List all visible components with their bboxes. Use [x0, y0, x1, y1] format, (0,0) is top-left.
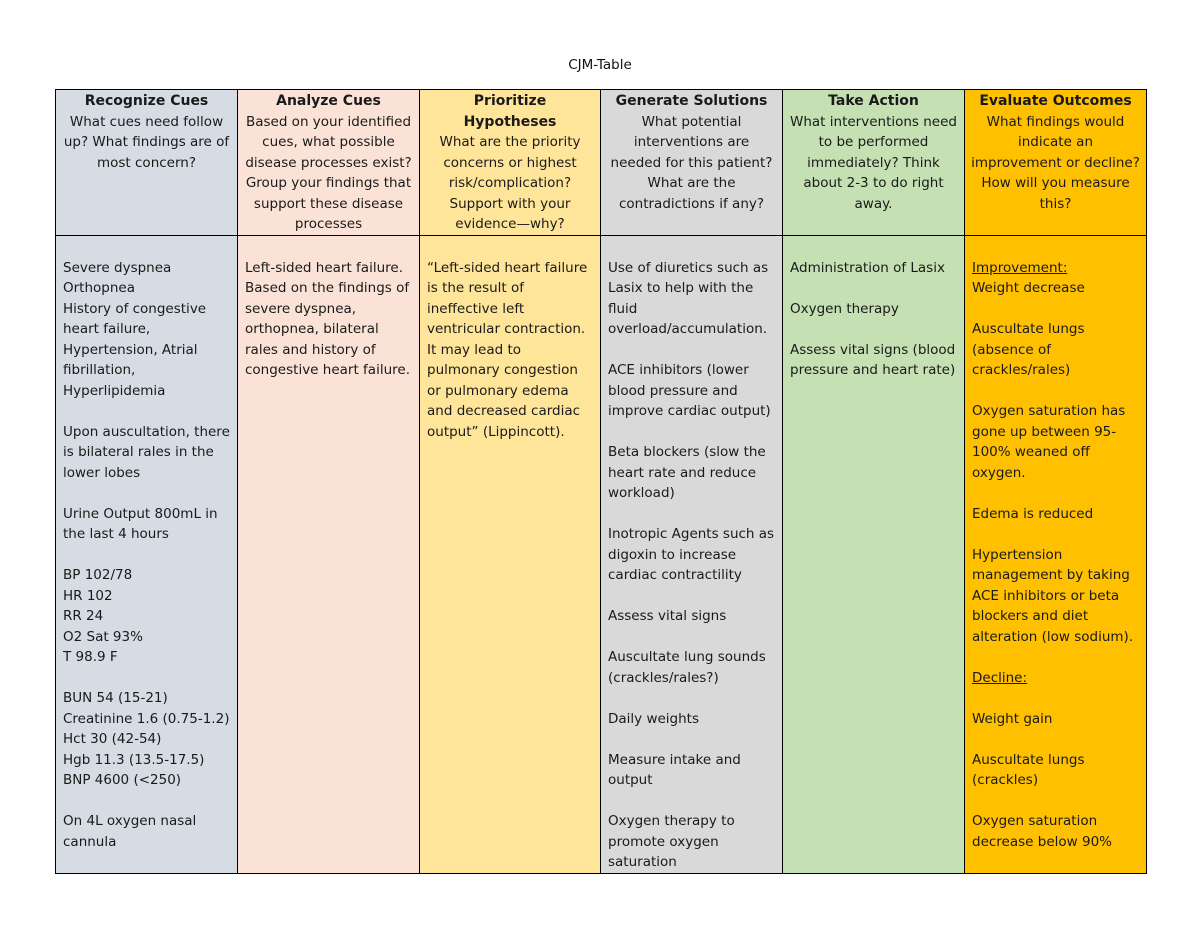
- text-line: Severe dyspnea: [63, 259, 172, 276]
- text-line: Use of diuretics such as Lasix to help with the fluid overload/accumulation.: [608, 259, 769, 337]
- text-block: [63, 811, 230, 852]
- text-block: [972, 278, 1139, 299]
- decline-label: Decline:: [972, 669, 1028, 686]
- header-analyze-cues: [238, 90, 420, 236]
- column-title: Recognize Cues: [84, 93, 209, 109]
- text-line: Assess vital signs (blood pressure and heart rate): [790, 341, 956, 378]
- column-title: Generate Solutions: [615, 93, 768, 109]
- text-line: Upon auscultation, there is bilateral rales in the lower lobes: [63, 423, 230, 481]
- text-block: [608, 606, 775, 627]
- column-question: What interventions need to be performed immediately? Think about 2-3 to do right away.: [790, 113, 957, 212]
- text-line: Hgb 11.3 (13.5-17.5): [63, 751, 205, 768]
- cell-body: [245, 236, 412, 381]
- text-line: Oxygen saturation has gone up between 95-100% weaned off oxygen.: [972, 403, 1126, 481]
- text-line: Measure intake and output: [608, 751, 741, 788]
- text-block: [63, 565, 230, 668]
- text-block: [608, 709, 775, 730]
- column-question: What cues need follow up? What findings are of most concern?: [63, 113, 230, 171]
- text-line: Hypertension management by taking ACE inhibitors or beta blockers and diet alteration (low sodium).: [972, 546, 1134, 645]
- text-line: Oxygen therapy: [790, 300, 899, 317]
- decline-list: [972, 709, 1139, 853]
- cell-body: [972, 236, 1139, 853]
- text-line: Auscultate lung sounds (crackles/rales?): [608, 649, 766, 686]
- text-block: [427, 258, 593, 443]
- text-block: [972, 709, 1139, 730]
- text-line: Auscultate lungs (crackles): [972, 751, 1085, 788]
- document-title: CJM-Table: [568, 57, 632, 73]
- cell-body: [427, 236, 593, 443]
- text-block: [608, 524, 775, 586]
- text-line: Beta blockers (slow the heart rate and reduce workload): [608, 444, 766, 501]
- cell-body: [790, 236, 957, 381]
- header-evaluate-outcomes: [965, 90, 1147, 236]
- text-line: Weight decrease: [972, 280, 1085, 296]
- text-line: HR 102: [63, 587, 113, 604]
- text-line: Administration of Lasix: [790, 259, 945, 276]
- header-row: [56, 90, 1147, 236]
- text-block: [790, 340, 957, 381]
- text-line: Orthopnea: [63, 280, 135, 296]
- text-line: BNP 4600 (<250): [63, 772, 182, 788]
- text-line: RR 24: [63, 608, 104, 624]
- text-block: [972, 319, 1139, 381]
- text-line: Oxygen saturation decrease below 90%: [972, 813, 1112, 850]
- cell-take-action: [783, 235, 965, 873]
- text-block: [972, 811, 1139, 852]
- text-block: [608, 750, 775, 791]
- column-question: What findings would indicate an improvement or decline? How will you measure this?: [971, 113, 1140, 212]
- text-line: “Left-sided heart failure is the result of ineffective left ventricular contraction. It may lead to pulmonary congestion or pulmonary edema and decreased cardiac output” (Lippincott).: [427, 259, 588, 440]
- header-prioritize-hypotheses: [420, 90, 601, 236]
- text-line: Auscultate lungs (absence of crackles/rales): [972, 321, 1085, 378]
- text-line: O2 Sat 93%: [63, 628, 143, 645]
- text-line: Left-sided heart failure. Based on the findings of severe dyspnea, orthopnea, bilateral rales and history of congestive heart failure.: [245, 259, 410, 378]
- column-title: Evaluate Outcomes: [979, 93, 1132, 109]
- text-line: Hct 30 (42-54): [63, 731, 162, 747]
- column-title: Prioritize Hypotheses: [463, 93, 557, 130]
- improvement-list: [972, 278, 1139, 647]
- text-block: [790, 299, 957, 320]
- header-generate-solutions: [601, 90, 783, 236]
- text-line: Inotropic Agents such as digoxin to increase cardiac contractility: [608, 526, 775, 583]
- text-block: [608, 811, 775, 873]
- text-block: [972, 401, 1139, 483]
- text-line: T 98.9 F: [63, 649, 118, 665]
- text-block: [790, 258, 957, 279]
- text-line: Urine Output 800mL in the last 4 hours: [63, 505, 218, 542]
- text-block: [972, 750, 1139, 791]
- text-line: BUN 54 (15-21): [63, 690, 168, 706]
- text-line: Daily weights: [608, 710, 699, 727]
- text-line: Weight gain: [972, 710, 1053, 727]
- text-block: [245, 258, 412, 381]
- cell-generate-solutions: [601, 235, 783, 873]
- text-line: ACE inhibitors (lower blood pressure and improve cardiac output): [608, 362, 771, 419]
- text-line: History of congestive heart failure, Hypertension, Atrial fibrillation, Hyperlipidemia: [63, 300, 207, 399]
- cell-prioritize-hypotheses: [420, 235, 601, 873]
- text-block: [972, 545, 1139, 648]
- text-line: Oxygen therapy to promote oxygen saturation: [608, 813, 735, 870]
- text-block: [63, 504, 230, 545]
- cell-recognize-cues: [56, 235, 238, 873]
- text-line: Assess vital signs: [608, 608, 727, 624]
- cell-analyze-cues: [238, 235, 420, 873]
- cell-body: [63, 236, 230, 853]
- column-question: Based on your identified cues, what possible disease processes exist? Group your findings that support these disease processes: [245, 113, 412, 232]
- text-line: Creatinine 1.6 (0.75-1.2): [63, 710, 230, 727]
- cell-body: [608, 236, 775, 873]
- text-block: [608, 360, 775, 422]
- text-line: BP 102/78: [63, 567, 133, 583]
- header-recognize-cues: [56, 90, 238, 236]
- improvement-label: Improvement:: [972, 259, 1068, 276]
- text-block: [608, 442, 775, 504]
- text-block: [63, 422, 230, 484]
- content-row: [56, 235, 1147, 873]
- column-title: Analyze Cues: [276, 93, 381, 109]
- column-question: What potential interventions are needed for this patient? What are the contradictions if any?: [610, 113, 773, 212]
- text-block: [63, 258, 230, 402]
- text-line: Edema is reduced: [972, 505, 1094, 522]
- text-block: [63, 688, 230, 791]
- header-take-action: [783, 90, 965, 236]
- text-line: On 4L oxygen nasal cannula: [63, 813, 197, 850]
- column-question: What are the priority concerns or highest risk/complication? Support with your evidence—why?: [439, 134, 581, 232]
- cell-evaluate-outcomes: [965, 235, 1147, 873]
- text-block: [608, 258, 775, 340]
- column-title: Take Action: [828, 93, 919, 109]
- text-block: [972, 504, 1139, 525]
- cjm-table: [55, 89, 1147, 874]
- text-block: [608, 647, 775, 688]
